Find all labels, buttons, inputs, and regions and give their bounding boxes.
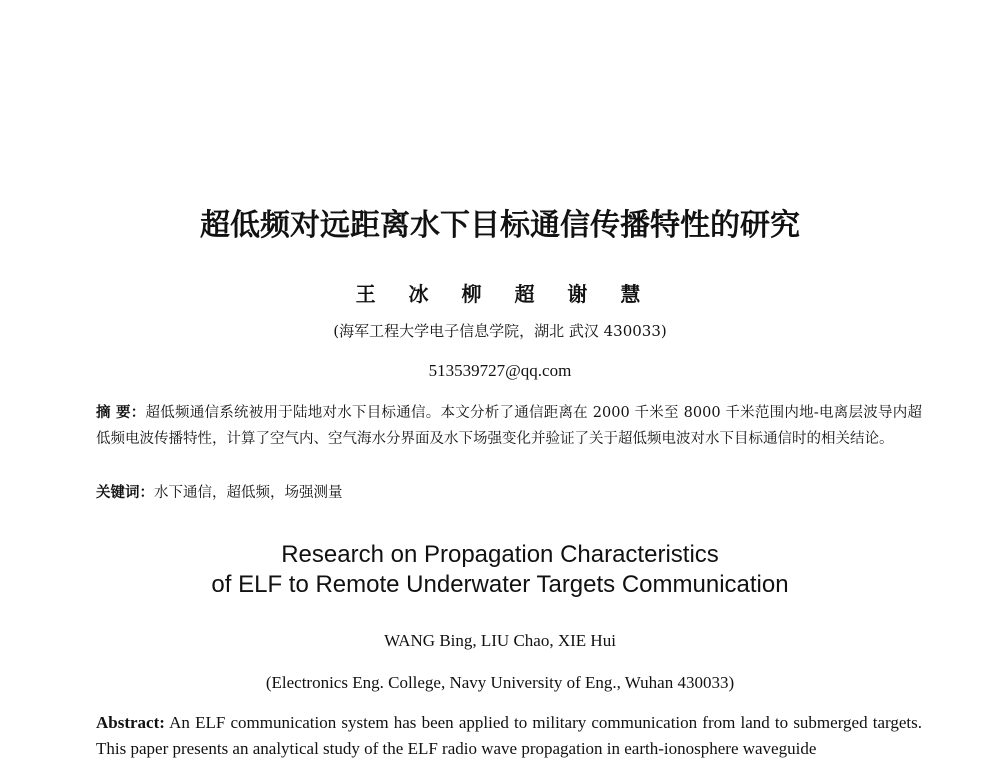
english-title-line-1: Research on Propagation Characteristics: [281, 541, 719, 568]
chinese-title: 超低频对远距离水下目标通信传播特性的研究: [200, 208, 800, 243]
chinese-abstract-label: 摘 要：: [96, 405, 146, 421]
chinese-authors: 王 冰 柳 超 谢 慧: [355, 282, 645, 306]
chinese-keywords-label: 关键词：: [96, 485, 154, 501]
english-abstract-label: Abstract:: [96, 713, 165, 732]
chinese-keywords-text: 水下通信，超低频，场强测量: [154, 485, 343, 501]
english-title-line-2: of ELF to Remote Underwater Targets Communication: [211, 571, 789, 598]
english-abstract: [96, 710, 922, 762]
chinese-abstract-text: 超低频通信系统被用于陆地对水下目标通信。本文分析了通信距离在 2000 千米至 8000 千米范围内地-电离层波导内超低频电波传播特性，计算了空气内、空气海水分界面及水下场强变化并验证了关于超低频电波对水下目标通信时的相关结论。: [96, 405, 922, 447]
chinese-keywords: [96, 480, 922, 506]
author-email: 513539727@qq.com: [428, 361, 572, 380]
english-title: [0, 540, 1000, 600]
english-abstract-text: An ELF communication system has been applied to military communication from land to submerged targets. This paper presents an analytical study of the ELF radio wave propagation in earth-ionosphere waveguide: [96, 713, 923, 758]
english-affiliation: (Electronics Eng. College, Navy University of Eng., Wuhan 430033): [265, 673, 735, 692]
english-authors: WANG Bing, LIU Chao, XIE Hui: [384, 631, 616, 650]
chinese-affiliation: (海军工程大学电子信息学院，湖北 武汉 430033): [333, 322, 667, 340]
chinese-abstract: [96, 400, 922, 452]
